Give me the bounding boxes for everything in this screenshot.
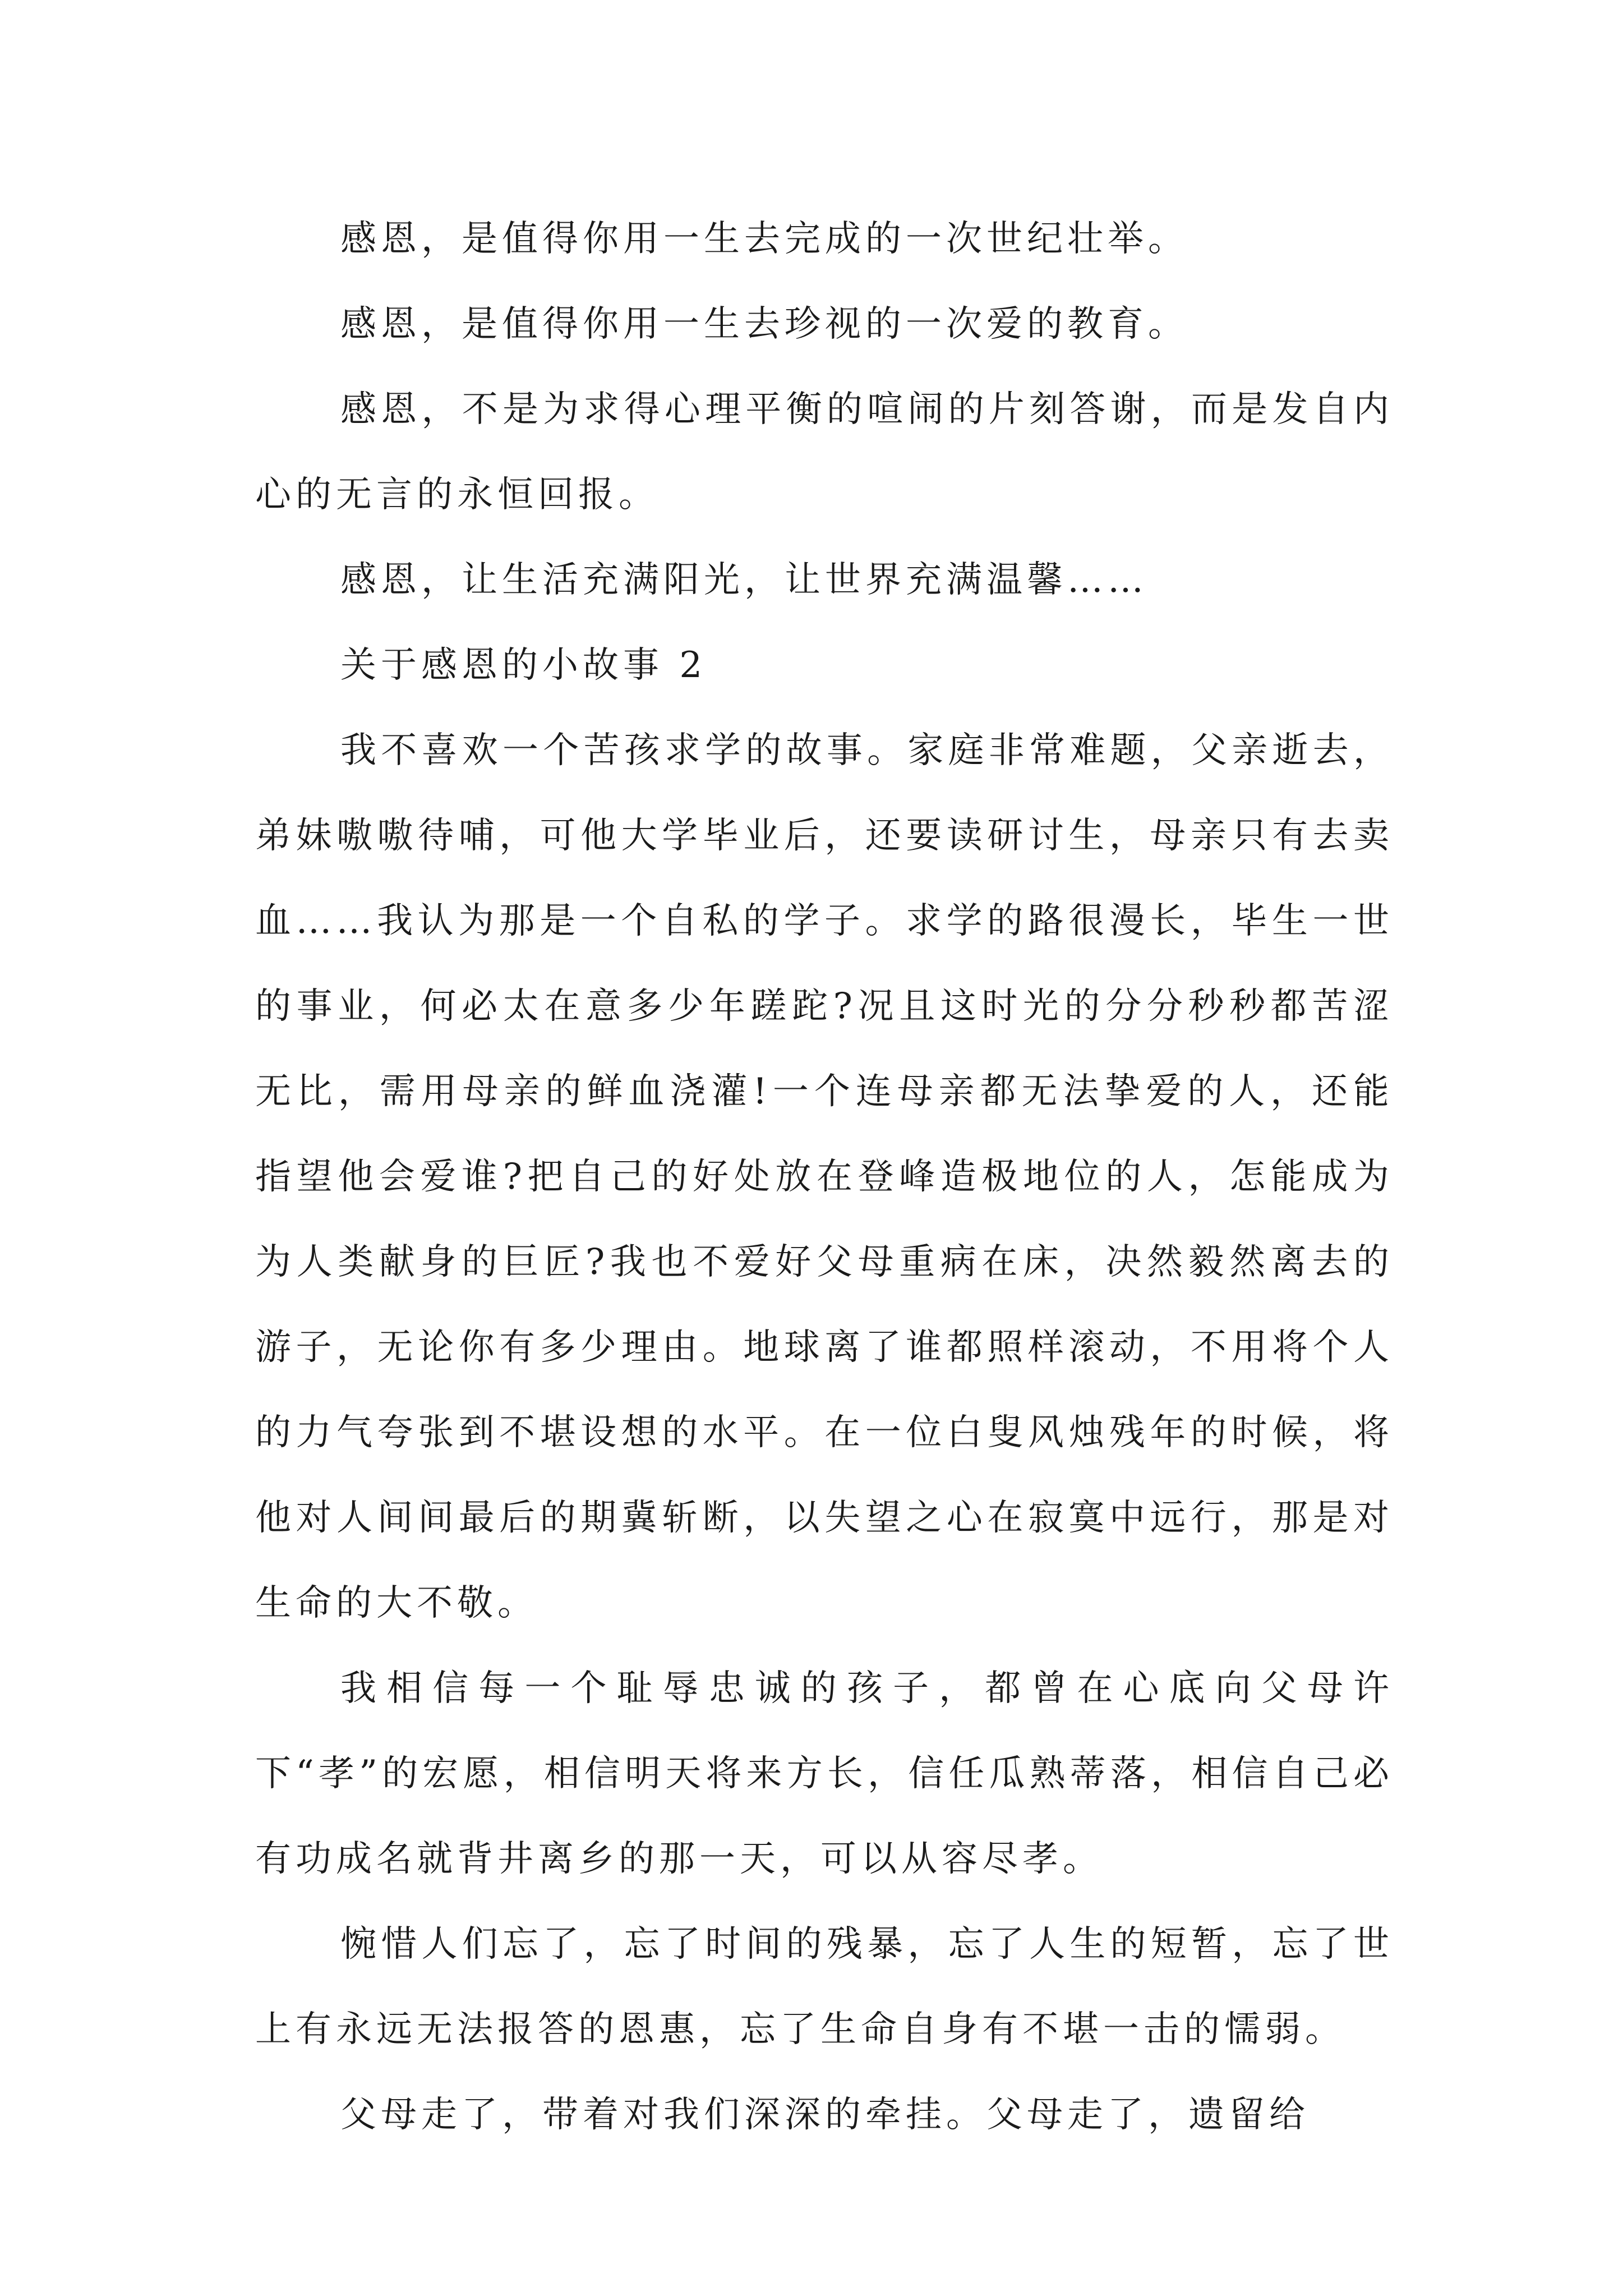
paragraph: 感恩，让生活充满阳光，让世界充满温馨……	[340, 559, 1148, 601]
paragraph: 感恩，是值得你用一生去完成的一次世纪壮举。	[340, 218, 1188, 260]
paragraph: 我不喜欢一个苦孩求学的故事。家庭非常难题，父亲逝去，弟妹嗷嗷待哺，可他大学毕业后，还要读研讨生，母亲只有去卖血……我认为那是一个自私的学子。求学的路很漫长，毕生一世的事业，何必太在意多少年蹉跎?况且这时光的分分秒秒都苦涩无比，需用母亲的鲜血浇灌!一个连母亲都无法挚爱的人，还能指望他会爱谁?把自己的好处放在登峰造极地位的人，怎能成为为人类献身的巨匠?我也不爱好父母重病在床，决然毅然离去的游子，无论你有多少理由。地球离了谁都照样滚动，不用将个人的力气夸张到不堪设想的水平。在一位白叟风烛残年的时候，将他对人间间最后的期冀斩断，以失望之心在寂寞中远行，那是对生命的大不敬。	[255, 730, 1394, 1624]
paragraph: 我相信每一个耻辱忠诚的孩子，都曾在心底向父母许下“孝”的宏愿，相信明天将来方长，信任瓜熟蒂落，相信自己必有功成名就背井离乡的那一天，可以从容尽孝。	[255, 1668, 1394, 1880]
document-body	[255, 196, 1394, 2157]
paragraph: 感恩，不是为求得心理平衡的喧闹的片刻答谢，而是发自内心的无言的永恒回报。	[255, 389, 1394, 516]
paragraph: 感恩，是值得你用一生去珍视的一次爱的教育。	[340, 303, 1188, 345]
section-heading: 关于感恩的小故事 2	[340, 645, 707, 686]
paragraph: 惋惜人们忘了，忘了时间的残暴，忘了人生的短暂，忘了世上有永远无法报答的恩惠，忘了生命自身有不堪一击的懦弱。	[255, 1924, 1394, 2050]
paragraph: 父母走了，带着对我们深深的牵挂。父母走了，遗留给	[340, 2094, 1310, 2136]
